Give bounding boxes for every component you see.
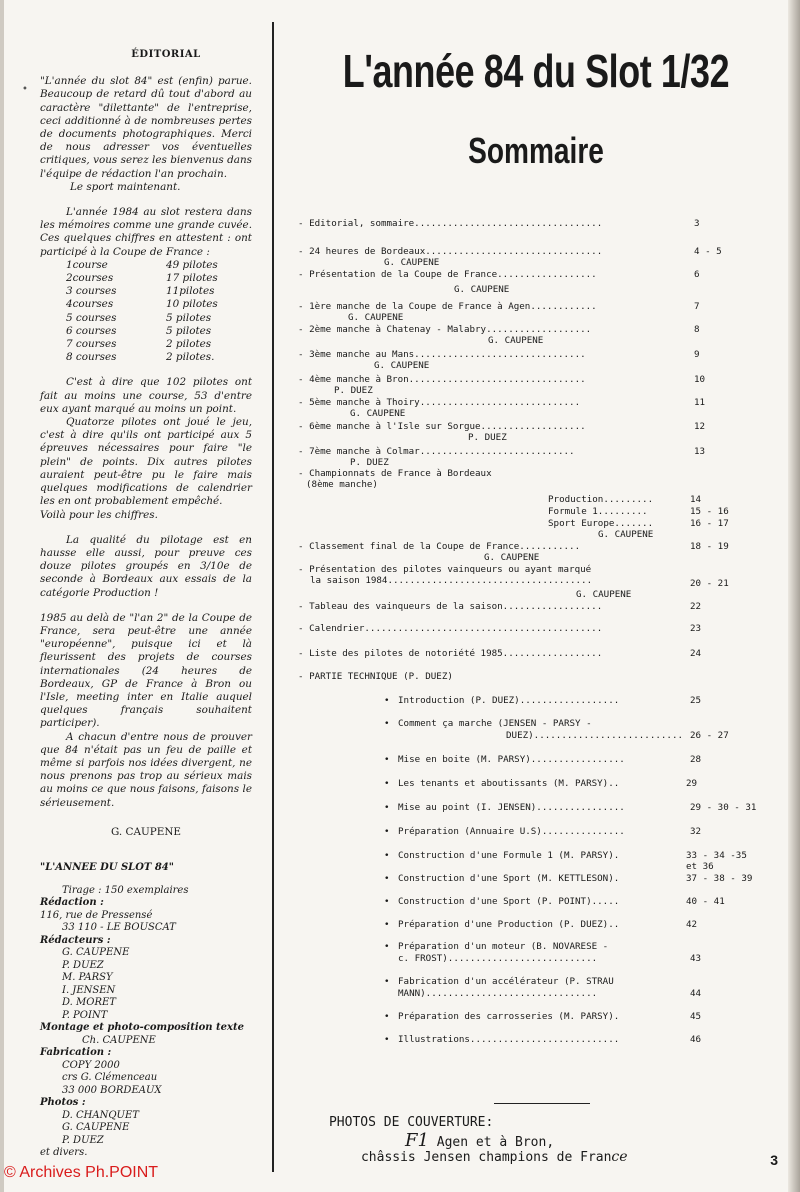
- toc-subentry: Production.........: [548, 494, 654, 505]
- toc-author: G. CAUPENE: [384, 257, 440, 268]
- toc-bullet: •: [384, 695, 390, 706]
- editorial-paragraph: Voilà pour les chiffres.: [40, 508, 158, 521]
- toc-page: 24: [690, 648, 702, 659]
- toc-bullet: •: [384, 754, 390, 765]
- toc-author: G. CAUPENE: [576, 589, 632, 600]
- credits-photos-label: Photos :: [40, 1097, 86, 1108]
- toc-entry-text: Préparation d'une Production (P. DUEZ)..: [398, 919, 620, 930]
- toc-author: P. DUEZ: [334, 385, 373, 396]
- cover-underline: [494, 1103, 590, 1104]
- copyright-notice: © Archives Ph.POINT: [4, 1164, 159, 1181]
- toc-bullet: •: [384, 941, 390, 952]
- credits-redacteur: P. DUEZ: [62, 959, 104, 971]
- toc-page: 6: [694, 269, 700, 280]
- course-count: 1course: [66, 258, 108, 271]
- toc-entry-text: - Calendrier...........................................: [298, 623, 603, 634]
- toc-entry-text: Mise en boite (M. PARSY).................: [398, 754, 625, 765]
- page-title: L'année 84 du Slot 1/32: [342, 45, 730, 97]
- page-number: 3: [770, 1152, 778, 1168]
- credits-redacteur: D. MORET: [62, 997, 116, 1008]
- toc-page: 9: [694, 349, 700, 360]
- toc-entry-text: MANN)...............................: [398, 988, 598, 999]
- toc-entry-text: Construction d'une Sport (M. KETTLESON).: [398, 873, 620, 884]
- credits-redacteurs-label: Rédacteurs :: [40, 934, 111, 946]
- credits-fabrication-label: Fabrication :: [40, 1047, 112, 1058]
- credits-et-divers: et divers.: [40, 1147, 88, 1158]
- toc-bullet: •: [384, 896, 390, 907]
- credits-block: [40, 862, 250, 1160]
- toc-page: 40 - 41: [686, 896, 725, 907]
- table-row: [40, 259, 240, 272]
- credits-redaction-address: 33 110 - LE BOUSCAT: [62, 922, 176, 933]
- toc-entry-text: - Editorial, sommaire..................................: [298, 218, 603, 229]
- toc-entry-text: - 4ème manche à Bron................................: [298, 374, 586, 385]
- toc-page: 23: [690, 623, 702, 634]
- toc-entry-text: - Championnats de France à Bordeaux: [298, 468, 492, 479]
- toc-page: 26 - 27: [690, 730, 729, 741]
- toc-author: G. CAUPENE: [374, 360, 430, 371]
- editorial-title: ÉDITORIAL: [131, 49, 201, 60]
- toc-page: 15 - 16: [690, 506, 729, 517]
- toc-entry-text: la saison 1984.....................................: [310, 575, 593, 586]
- toc-page: 10: [694, 374, 706, 385]
- toc-entry-text: - PARTIE TECHNIQUE (P. DUEZ): [298, 671, 453, 682]
- toc-page: 42: [686, 919, 698, 930]
- credits-redacteur: P. POINT: [62, 1009, 108, 1021]
- pilot-count: 10 pilotes: [166, 298, 218, 311]
- pilot-count: 2 pilotes.: [166, 351, 215, 364]
- editorial-column: [40, 48, 252, 839]
- toc-page: 12: [694, 421, 706, 432]
- toc-bullet: •: [384, 919, 390, 930]
- editorial-signature: G. CAUPENE: [111, 825, 181, 838]
- toc-author: G. CAUPENE: [454, 284, 510, 295]
- toc-page: 20 - 21: [690, 578, 729, 589]
- page-edge-right: [788, 0, 800, 1192]
- toc-entry-text: - 2ème manche à Chatenay - Malabry...................: [298, 324, 592, 335]
- page-edge-left: [0, 0, 4, 1192]
- toc-author: G. CAUPENE: [598, 529, 654, 540]
- toc-entry-text: (8ème manche): [306, 479, 378, 490]
- table-row: [40, 272, 240, 285]
- toc-page: 32: [690, 826, 702, 837]
- toc-bullet: •: [384, 1034, 390, 1045]
- toc-subentry: Sport Europe.......: [548, 518, 654, 529]
- toc-entry-text: DUEZ)...........................: [506, 730, 684, 741]
- cover-handwritten: F1: [404, 1130, 429, 1151]
- toc-bullet: •: [384, 873, 390, 884]
- credits-tirage: Tirage : 150 exemplaires: [62, 884, 189, 896]
- toc-subentry: Formule 1.........: [548, 506, 648, 517]
- toc-entry-text: Construction d'une Sport (P. POINT).....: [398, 896, 620, 907]
- toc-entry-text: Mise au point (I. JENSEN)................: [398, 802, 625, 813]
- toc-author: G. CAUPENE: [348, 312, 404, 323]
- cover-handwritten: ce: [611, 1149, 628, 1165]
- toc-author: G. CAUPENE: [350, 408, 406, 419]
- table-row: [40, 298, 240, 311]
- margin-mark: •: [22, 84, 28, 95]
- toc-bullet: •: [384, 778, 390, 789]
- toc-bullet: •: [384, 718, 390, 729]
- table-row: [40, 285, 240, 298]
- credits-montage-label: Montage et photo-composition texte: [40, 1022, 244, 1033]
- toc-entry-text: c. FROST)...........................: [398, 953, 598, 964]
- credits-redacteur: G. CAUPENE: [62, 947, 130, 958]
- credits-photographer: P. DUEZ: [62, 1134, 104, 1146]
- cover-text: châssis Jensen champions de Fran: [360, 1150, 612, 1165]
- toc-entry-text: - 6ème manche à l'Isle sur Sorgue...................: [298, 421, 586, 432]
- editorial-paragraph: 1985 au delà de "l'an 2" de la Coupe de France, sera peut-être une année "européenne", puisque ici et là fleurissent des projets de courses internationales (24 heures de Bordeaux, GP de France à Bron ou l'Isle, meeting inter en Italie auquel quelques français souhaitent participer).: [40, 611, 252, 730]
- credits-redacteur: M. PARSY: [62, 972, 113, 983]
- credits-photographer: G. CAUPENE: [62, 1122, 130, 1133]
- toc-entry-text: - Présentation de la Coupe de France..................: [298, 269, 597, 280]
- course-count: 7 courses: [66, 338, 117, 351]
- toc-author: P. DUEZ: [468, 432, 507, 443]
- toc-entry-text: Préparation d'un moteur (B. NOVARESE -: [398, 941, 609, 952]
- toc-entry-text: - Tableau des vainqueurs de la saison..................: [298, 601, 603, 612]
- toc-entry-text: Comment ça marche (JENSEN - PARSY -: [398, 718, 592, 729]
- toc-page: et 36: [686, 861, 714, 872]
- pilot-count: 49 pilotes: [166, 258, 218, 271]
- credits-redaction-label: Rédaction :: [40, 897, 104, 908]
- toc-author: G. CAUPENE: [488, 335, 544, 346]
- course-count: 2courses: [66, 272, 114, 285]
- toc-page: 18 - 19: [690, 541, 729, 552]
- editorial-paragraph: C'est à dire que 102 pilotes ont fait au moins une course, 53 d'entre eux ayant marqué au moins un point.: [40, 376, 252, 415]
- credits-redacteur: I. JENSEN: [62, 984, 116, 996]
- toc-page: 43: [690, 953, 702, 964]
- editorial-paragraph: La qualité du pilotage est en hausse elle aussi, pour preuve ces douze pilotes groupés en 3/10e de seconde à Bordeaux aux essais de la catégorie Production !: [40, 533, 252, 599]
- toc-entry-text: - 5ème manche à Thoiry.............................: [298, 397, 581, 408]
- pilot-count: 2 pilotes: [166, 338, 212, 351]
- table-row: [40, 325, 240, 338]
- toc-page: 13: [694, 446, 706, 457]
- toc-entry-text: - Classement final de la Coupe de France...........: [298, 541, 581, 552]
- toc-page: 16 - 17: [690, 518, 729, 529]
- course-count: 6 courses: [66, 324, 117, 337]
- toc-entry-text: - 1ère manche de la Coupe de France à Agen............: [298, 301, 597, 312]
- toc-entry-text: - 24 heures de Bordeaux................................: [298, 246, 603, 257]
- toc-author: P. DUEZ: [350, 457, 389, 468]
- toc-page: 7: [694, 301, 700, 312]
- credits-fabrication: crs G. Clémenceau: [62, 1072, 158, 1083]
- toc-entry-text: Illustrations...........................: [398, 1034, 620, 1045]
- participation-table: [40, 259, 240, 365]
- editorial-paragraph: "L'année du slot 84" est (enfin) parue. Beaucoup de retard dû tout d'abord au caractère "dilettante" de l'entreprise, ceci additionné à de nombreuses pertes de documents photographiques. Merci de nous adresser vos éventuelles critiques, vous serez les bienvenus dans l'équipe de rédaction l'an prochain.: [40, 75, 252, 180]
- toc-entry-text: Introduction (P. DUEZ)..................: [398, 695, 620, 706]
- toc-entry-text: - Présentation des pilotes vainqueurs ou ayant marqué: [298, 564, 592, 575]
- toc-bullet: •: [384, 802, 390, 813]
- toc-page: 11: [694, 397, 706, 408]
- toc-page: 3: [694, 218, 700, 229]
- course-count: 5 courses: [66, 311, 117, 324]
- course-count: 4courses: [66, 298, 114, 311]
- toc-page: 28: [690, 754, 702, 765]
- credits-montage: Ch. CAUPENE: [82, 1034, 156, 1046]
- editorial-paragraph: L'année 1984 au slot restera dans les mémoires comme une grande cuvée. Ces quelques chiffres en attestent : ont participé à la Coupe de France :: [40, 206, 252, 258]
- toc-page: 29: [686, 778, 698, 789]
- credits-heading: "L'ANNEE DU SLOT 84": [40, 862, 174, 873]
- credits-fabrication: COPY 2000: [62, 1059, 120, 1071]
- toc-page: 22: [690, 601, 702, 612]
- table-row: [40, 351, 240, 364]
- cover-label: PHOTOS DE COUVERTURE:: [328, 1115, 494, 1130]
- toc-page: 46: [690, 1034, 702, 1045]
- pilot-count: 17 pilotes: [166, 272, 218, 285]
- pilot-count: 11pilotes: [166, 285, 215, 298]
- toc-page: 37 - 38 - 39: [686, 873, 753, 884]
- toc-page: 29 - 30 - 31: [690, 802, 757, 813]
- course-count: 3 courses: [66, 285, 117, 298]
- credits-photographer: D. CHANQUET: [62, 1109, 139, 1121]
- credits-redaction-address: 116, rue de Pressensé: [40, 909, 153, 921]
- cover-text: Agen et à Bron,: [428, 1135, 555, 1150]
- pilot-count: 5 pilotes: [166, 311, 212, 324]
- editorial-paragraph: Quatorze pilotes ont joué le jeu, c'est à dire qu'ils ont participé aux 5 épreuves nécessaires pour faire "le plein" de points. Dix autres pilotes auraient peut-être pu le faire mais quelques modifications de calendrier les en ont probablement empêché.: [40, 416, 252, 508]
- editorial-paragraph: A chacun d'entre nous de prouver que 84 n'était pas un feu de paille et même si parfois nos idées divergent, ne nous prenons pas trop au sérieux mais au moins ce que nous faisons, faisons le sérieusement.: [40, 730, 252, 809]
- column-divider: [272, 22, 274, 1172]
- toc-bullet: •: [384, 826, 390, 837]
- toc-bullet: •: [384, 976, 390, 987]
- contents-heading: Sommaire: [468, 130, 604, 171]
- toc-page: 4 - 5: [694, 246, 722, 257]
- toc-page: 8: [694, 324, 700, 335]
- toc-page: 25: [690, 695, 702, 706]
- toc-author: G. CAUPENE: [484, 552, 540, 563]
- toc-page: 14: [690, 494, 702, 505]
- credits-fabrication: 33 000 BORDEAUX: [62, 1084, 162, 1096]
- table-row: [40, 338, 240, 351]
- toc-bullet: •: [384, 850, 390, 861]
- pilot-count: 5 pilotes: [166, 324, 212, 337]
- toc-entry-text: - 3ème manche au Mans...............................: [298, 349, 586, 360]
- editorial-paragraph: Le sport maintenant.: [70, 180, 181, 193]
- toc-entry-text: Préparation des carrosseries (M. PARSY).: [398, 1011, 620, 1022]
- course-count: 8 courses: [66, 351, 117, 364]
- toc-entry-text: Construction d'une Formule 1 (M. PARSY).: [398, 850, 620, 861]
- toc-entry-text: Les tenants et aboutissants (M. PARSY)..: [398, 778, 620, 789]
- toc-entry-text: Fabrication d'un accélérateur (P. STRAU: [398, 976, 614, 987]
- toc-entry-text: Préparation (Annuaire U.S)...............: [398, 826, 625, 837]
- toc-entry-text: - 7ème manche à Colmar............................: [298, 446, 575, 457]
- toc-page: 44: [690, 988, 702, 999]
- table-row: [40, 312, 240, 325]
- toc-page: 33 - 34 -35: [686, 850, 747, 861]
- toc-bullet: •: [384, 1011, 390, 1022]
- toc-page: 45: [690, 1011, 702, 1022]
- toc-entry-text: - Liste des pilotes de notoriété 1985..................: [298, 648, 603, 659]
